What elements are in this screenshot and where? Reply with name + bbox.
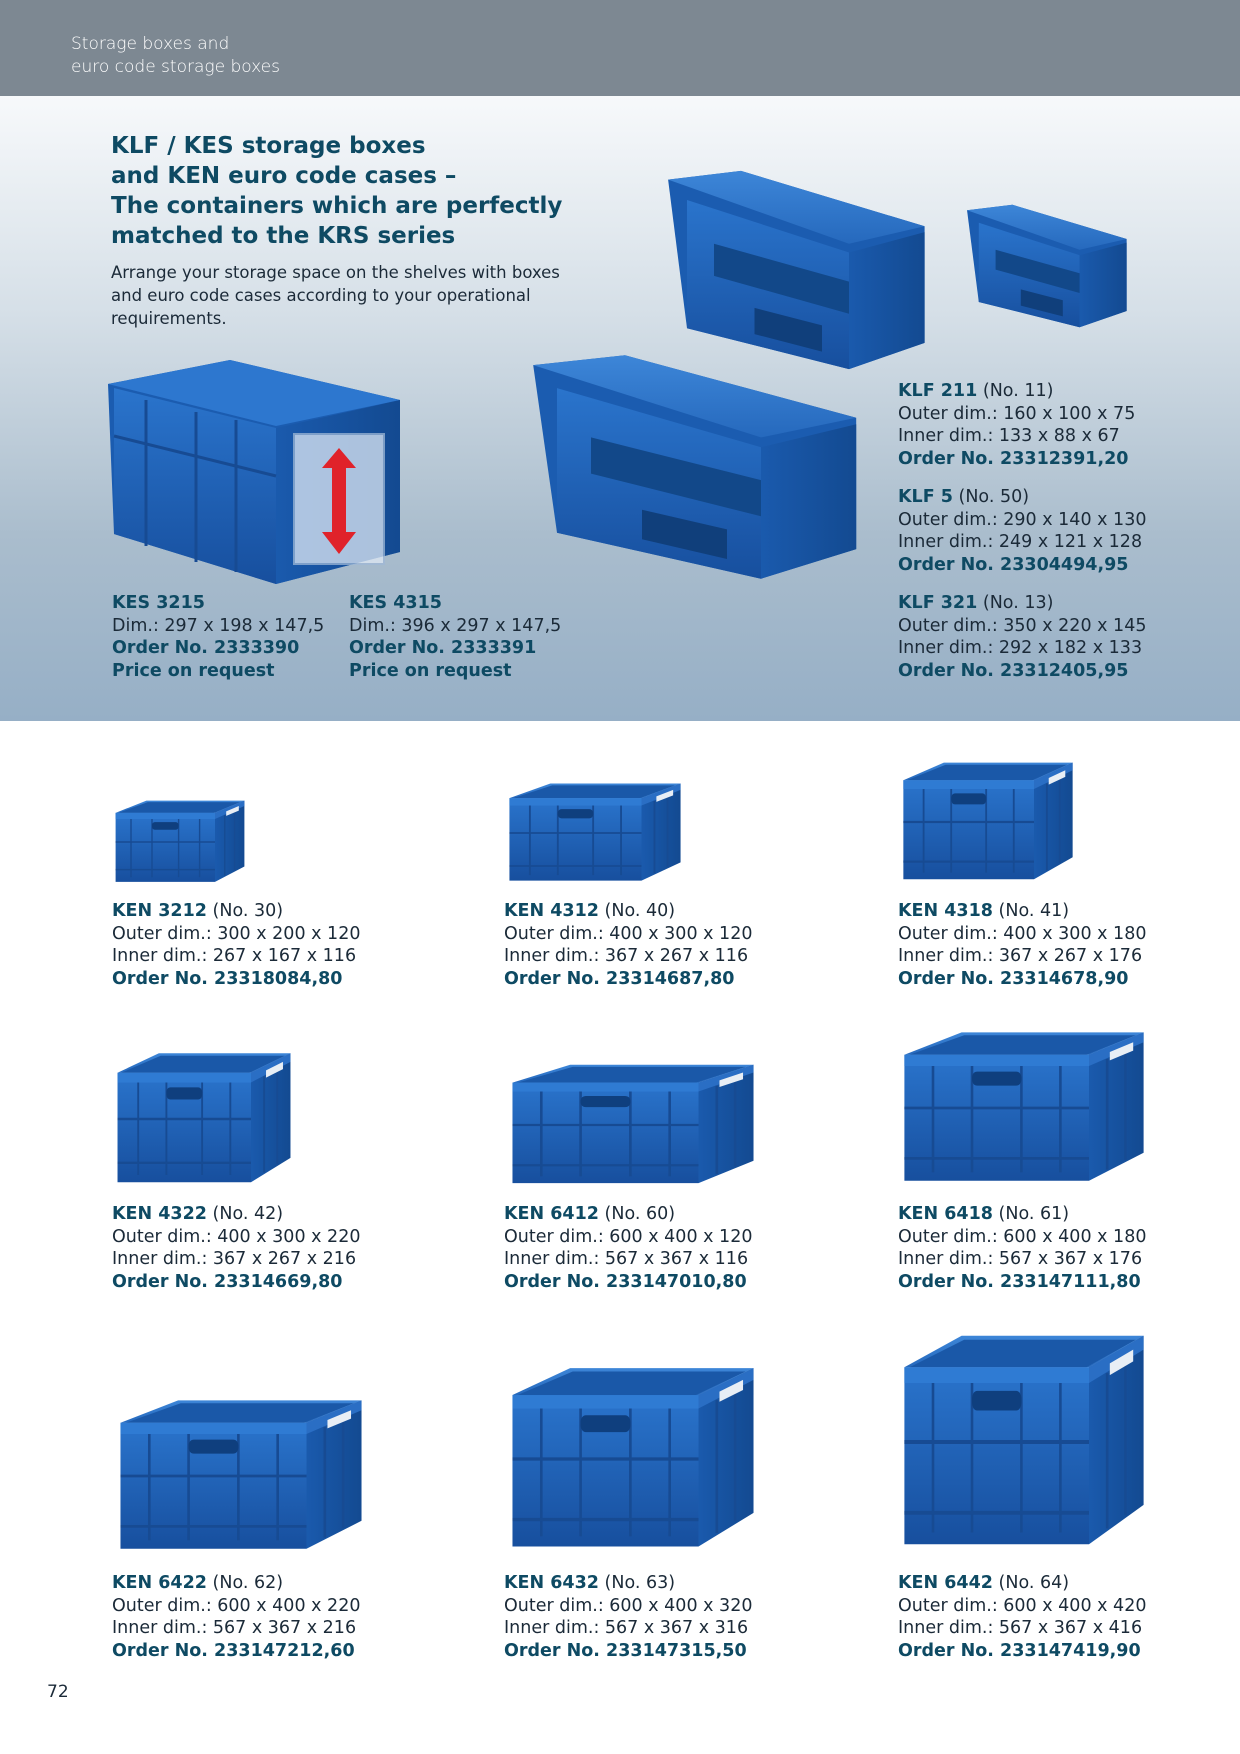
order-number: Order No. 2333391 xyxy=(349,638,537,659)
ken-4322-image xyxy=(110,1046,298,1192)
product-ken-6418 xyxy=(898,1203,1147,1293)
price: 4,95 xyxy=(1085,554,1129,575)
order-number: Order No. 2331472 xyxy=(112,1640,300,1661)
product-count: (No. 13) xyxy=(982,593,1054,613)
product-count: (No. 41) xyxy=(998,901,1070,921)
inner-dimensions: Inner dim.: 367 x 267 x 116 xyxy=(504,946,749,967)
inner-dimensions: Inner dim.: 367 x 267 x 176 xyxy=(898,946,1143,967)
price: 11,80 xyxy=(1085,1271,1141,1292)
product-ken-4312 xyxy=(504,900,753,990)
product-ken-4318 xyxy=(898,900,1147,990)
inner-dimensions: Inner dim.: 567 x 367 x 316 xyxy=(504,1618,749,1639)
inner-dimensions: Inner dim.: 133 x 88 x 67 xyxy=(898,426,1120,447)
ken-6432-image xyxy=(502,1358,764,1560)
product-name: KEN 6422 xyxy=(112,1573,207,1593)
product-name: KEN 6418 xyxy=(898,1204,993,1224)
product-name: KEN 6432 xyxy=(504,1573,599,1593)
product-name: KEN 4322 xyxy=(112,1204,207,1224)
price: 1,20 xyxy=(1085,448,1129,469)
order-number: Order No. 2331471 xyxy=(898,1271,1086,1292)
order-number: Order No. 2330449 xyxy=(898,554,1086,575)
product-name: KES 3215 xyxy=(112,593,205,613)
ken-6412-image xyxy=(502,1058,764,1192)
product-count: (No. 50) xyxy=(958,487,1030,507)
price: 12,60 xyxy=(299,1640,355,1661)
price: 4,80 xyxy=(299,968,343,989)
product-ken-6432 xyxy=(504,1572,753,1662)
ken-4318-image xyxy=(896,756,1080,888)
product-dimensions: Dim.: 297 x 198 x 147,5 xyxy=(112,615,325,636)
outer-dimensions: Outer dim.: 600 x 400 x 220 xyxy=(112,1595,361,1616)
product-count: (No. 42) xyxy=(212,1204,284,1224)
product-klf-211 xyxy=(898,380,1136,470)
product-name: KEN 6442 xyxy=(898,1573,993,1593)
price: 9,80 xyxy=(299,1271,343,1292)
page-title-line-4: matched to the KRS series xyxy=(111,223,456,249)
outer-dimensions: Outer dim.: 600 x 400 x 420 xyxy=(898,1595,1147,1616)
page-title-line-3: The containers which are perfectly xyxy=(111,193,563,219)
inner-dimensions: Inner dim.: 249 x 121 x 128 xyxy=(898,532,1143,553)
page-title-line-1: KLF / KES storage boxes xyxy=(111,133,426,159)
outer-dimensions: Outer dim.: 600 x 400 x 320 xyxy=(504,1595,753,1616)
klf-211-bin-image xyxy=(962,203,1130,329)
order-number: Order No. 2333390 xyxy=(112,638,300,659)
order-number: Order No. 2331239 xyxy=(898,448,1086,469)
product-count: (No. 30) xyxy=(212,901,284,921)
product-ken-3212 xyxy=(112,900,361,990)
ken-6442-image xyxy=(894,1324,1154,1560)
kes-drawer-box-image xyxy=(106,356,402,588)
outer-dimensions: Outer dim.: 160 x 100 x 75 xyxy=(898,403,1136,424)
outer-dimensions: Outer dim.: 400 x 300 x 180 xyxy=(898,923,1147,944)
price: 5,95 xyxy=(1085,660,1129,681)
ken-3212-image xyxy=(110,796,250,888)
inner-dimensions: Inner dim.: 567 x 367 x 176 xyxy=(898,1249,1143,1270)
outer-dimensions: Outer dim.: 600 x 400 x 120 xyxy=(504,1226,753,1247)
product-count: (No. 62) xyxy=(212,1573,284,1593)
order-number: Order No. 2331808 xyxy=(112,968,300,989)
order-number: Order No. 2331467 xyxy=(898,968,1086,989)
product-name: KLF 321 xyxy=(898,593,978,613)
product-ken-6412 xyxy=(504,1203,753,1293)
section-label-line-1: Storage boxes and xyxy=(71,34,230,54)
klf-321-bin-image xyxy=(523,352,863,582)
product-count: (No. 11) xyxy=(982,381,1054,401)
klf-5-bin-image xyxy=(660,168,930,372)
product-klf-5 xyxy=(898,486,1147,576)
product-name: KEN 6412 xyxy=(504,1204,599,1224)
price: 10,80 xyxy=(691,1271,747,1292)
product-name: KLF 211 xyxy=(898,381,978,401)
price: Price on request xyxy=(349,660,512,681)
intro-line-1: Arrange your storage space on the shelves with boxes xyxy=(111,263,560,282)
order-number: Order No. 2331470 xyxy=(504,1271,692,1292)
ken-4312-image xyxy=(502,778,688,888)
product-count: (No. 40) xyxy=(604,901,676,921)
price: 15,50 xyxy=(691,1640,747,1661)
section-label-line-2: euro code storage boxes xyxy=(71,57,280,77)
product-name: KEN 4318 xyxy=(898,901,993,921)
outer-dimensions: Outer dim.: 290 x 140 x 130 xyxy=(898,509,1147,530)
product-ken-4322 xyxy=(112,1203,361,1293)
price: 7,80 xyxy=(691,968,735,989)
inner-dimensions: Inner dim.: 567 x 367 x 116 xyxy=(504,1249,749,1270)
order-number: Order No. 2331474 xyxy=(898,1640,1086,1661)
product-dimensions: Dim.: 396 x 297 x 147,5 xyxy=(349,615,562,636)
product-name: KEN 4312 xyxy=(504,901,599,921)
page-title-line-2: and KEN euro code cases – xyxy=(111,163,457,189)
ken-6422-image xyxy=(110,1392,372,1560)
product-kes-4315 xyxy=(349,592,579,682)
price: 8,90 xyxy=(1085,968,1129,989)
price: Price on request xyxy=(112,660,275,681)
intro-text xyxy=(111,261,560,330)
outer-dimensions: Outer dim.: 300 x 200 x 120 xyxy=(112,923,361,944)
intro-line-3: requirements. xyxy=(111,309,227,328)
page-title xyxy=(111,131,581,251)
ken-6418-image xyxy=(894,1024,1154,1192)
product-count: (No. 64) xyxy=(998,1573,1070,1593)
inner-dimensions: Inner dim.: 267 x 167 x 116 xyxy=(112,946,357,967)
page-number: 72 xyxy=(47,1682,69,1702)
price: 19,90 xyxy=(1085,1640,1141,1661)
order-number: Order No. 2331466 xyxy=(112,1271,300,1292)
inner-dimensions: Inner dim.: 567 x 367 x 216 xyxy=(112,1618,357,1639)
product-count: (No. 63) xyxy=(604,1573,676,1593)
outer-dimensions: Outer dim.: 400 x 300 x 220 xyxy=(112,1226,361,1247)
order-number: Order No. 2331473 xyxy=(504,1640,692,1661)
order-number: Order No. 2331240 xyxy=(898,660,1086,681)
product-klf-321 xyxy=(898,592,1147,682)
product-ken-6422 xyxy=(112,1572,361,1662)
inner-dimensions: Inner dim.: 292 x 182 x 133 xyxy=(898,638,1143,659)
outer-dimensions: Outer dim.: 600 x 400 x 180 xyxy=(898,1226,1147,1247)
inner-dimensions: Inner dim.: 367 x 267 x 216 xyxy=(112,1249,357,1270)
product-name: KLF 5 xyxy=(898,487,953,507)
product-count: (No. 61) xyxy=(998,1204,1070,1224)
inner-dimensions: Inner dim.: 567 x 367 x 416 xyxy=(898,1618,1143,1639)
product-ken-6442 xyxy=(898,1572,1147,1662)
outer-dimensions: Outer dim.: 350 x 220 x 145 xyxy=(898,615,1147,636)
intro-line-2: and euro code cases according to your operational xyxy=(111,286,531,305)
product-kes-3215 xyxy=(112,592,342,682)
section-label xyxy=(71,33,280,79)
outer-dimensions: Outer dim.: 400 x 300 x 120 xyxy=(504,923,753,944)
product-name: KEN 3212 xyxy=(112,901,207,921)
order-number: Order No. 2331468 xyxy=(504,968,692,989)
product-count: (No. 60) xyxy=(604,1204,676,1224)
product-name: KES 4315 xyxy=(349,593,442,613)
